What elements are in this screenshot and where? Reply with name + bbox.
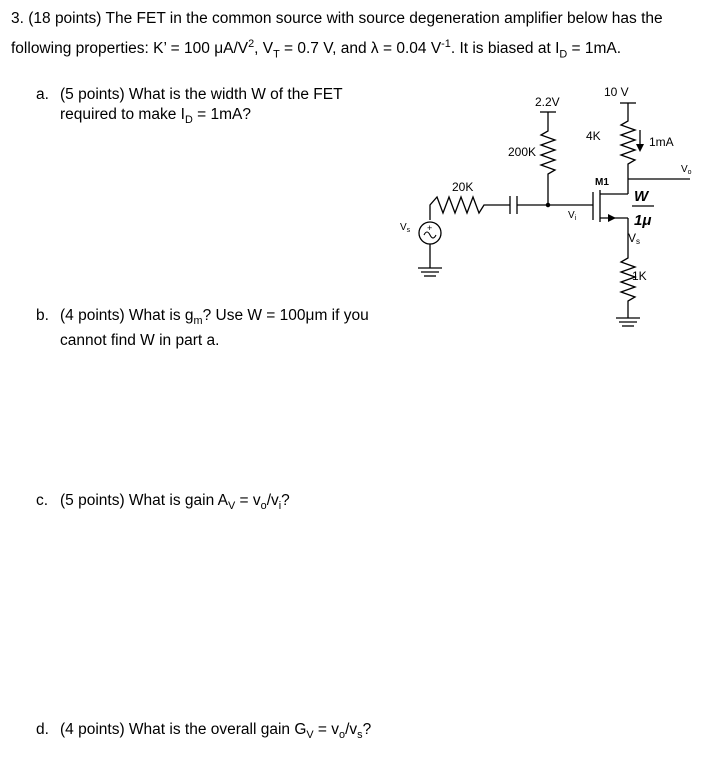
source-resistor-label: 1K (632, 269, 647, 283)
width-label: W (634, 188, 649, 205)
resistor-1k (621, 254, 635, 318)
vbias-label: 2.2V (535, 95, 560, 109)
source-resistor-in-label: 20K (452, 180, 474, 194)
question-label: b. (36, 307, 49, 324)
question-text: (4 points) What is the overall gain $G_V = v_o/v_s$? (60, 721, 372, 742)
vdd-label: 10 V (604, 85, 629, 99)
vi-label: $V_i$ (568, 210, 577, 222)
question-label: a. (36, 86, 49, 103)
bias-resistor-label: 200K (508, 145, 537, 159)
question-label: c. (36, 492, 49, 509)
resistor-20k (430, 197, 510, 220)
transistor-label: M1 (595, 177, 609, 188)
length-label: 1μ (634, 212, 652, 229)
question-text: (5 points) What is gain $A_V = v_o/v_i$? (60, 492, 290, 513)
question-text: (5 points) What is the width W of the FET required to make $I_D = 1mA$? (60, 86, 343, 127)
resistor-4k (621, 116, 635, 179)
drain-current-label: 1mA (649, 135, 674, 149)
resistor-200k (541, 126, 555, 205)
drain-resistor-label: 4K (586, 129, 601, 143)
vs-node-label: Vs (628, 231, 641, 246)
problem-header-line1: 3. (18 points) The FET in the common source with source degeneration amplifier below has the (11, 10, 663, 27)
question-label: d. (36, 721, 49, 738)
vo-label: $V_o$ (681, 164, 692, 176)
source-voltage-label: $V_s$ (400, 222, 411, 234)
problem-header-line2: following properties: K’ = 100 $\mu A/V^2$, $V_T = 0.7$ V, and λ = 0.04 $V^{-1}$. It is biased at $I_D = 1mA$. (11, 38, 622, 61)
question-text: (4 points) What is $g_m$? Use W = 100μm if you cannot find W in part a. (60, 307, 369, 350)
source-plus-label: + (427, 223, 433, 233)
